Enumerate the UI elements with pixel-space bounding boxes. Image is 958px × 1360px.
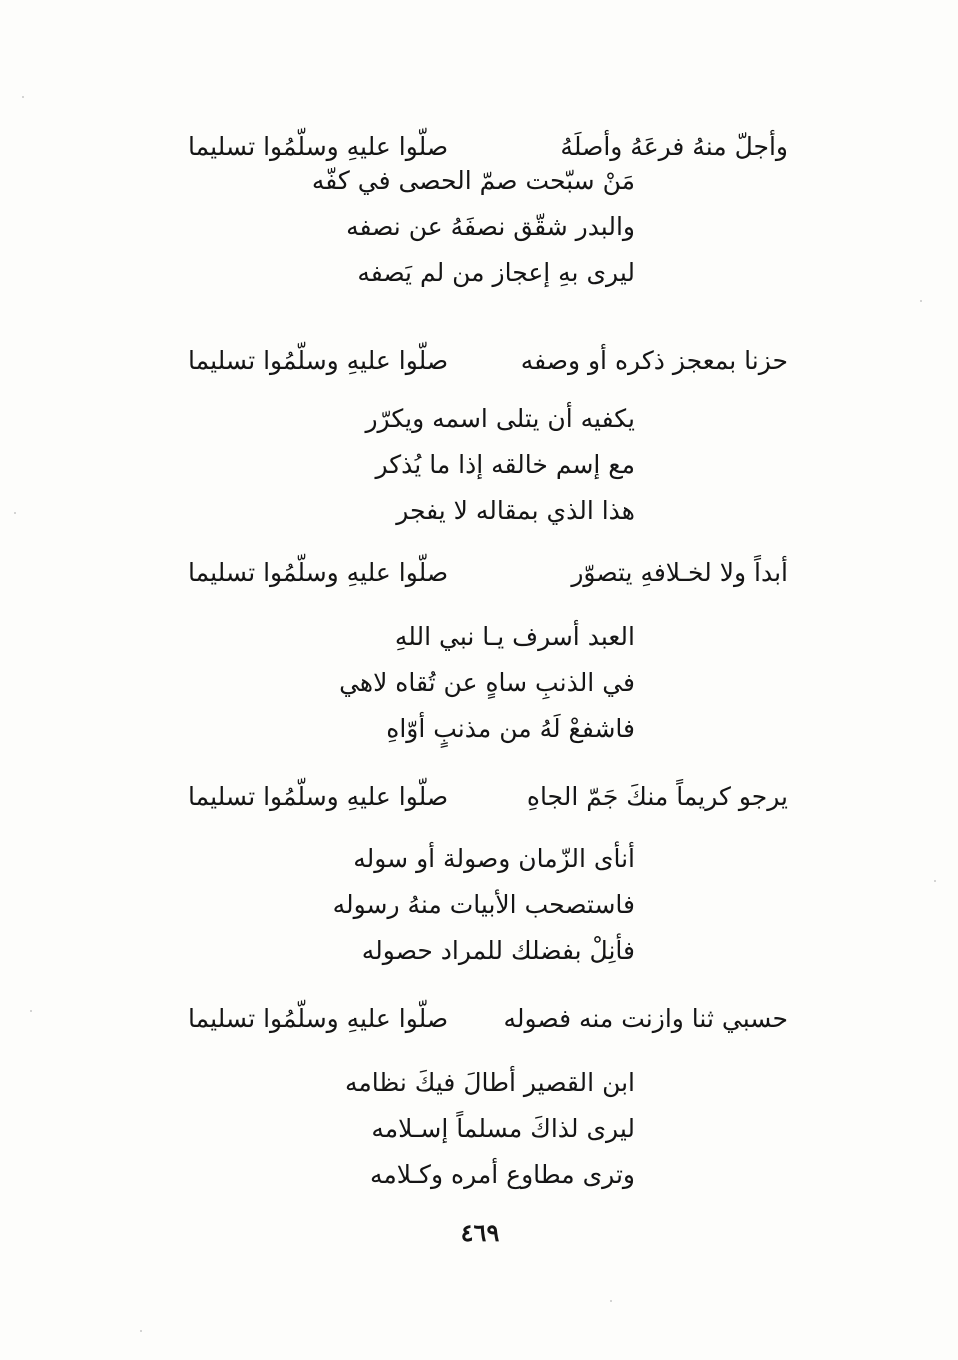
verse-line: فأنِلْ بفضلك للمراد حصوله: [361, 936, 635, 965]
verse-line: ليرى بهِ إعجاز من لم يَصفه: [357, 258, 635, 287]
verse-line: وترى مطاوع أمره وكـلامه: [370, 1160, 635, 1189]
refrain-first-hemistich: يرجو كريماً منكَ جَمّ الجاهِ: [526, 781, 788, 811]
verse-line: هذا الذي بمقاله لا يفجر: [396, 496, 635, 525]
verse-line: فاشفعْ لَهُ من مذنبٍ أوّاهِ: [386, 714, 635, 743]
page-number: ٤٦٩: [460, 1218, 500, 1247]
verse-line: يكفيه أن يتلى اسمه ويكرّر: [365, 404, 635, 433]
stanza: [332, 836, 635, 974]
paper-speck: [14, 512, 16, 514]
refrain-first-hemistich: أبداً ولا لخـلافهِ يتصوّر: [571, 557, 788, 587]
verse-line: ابن القصير أطالَ فيكَ نظامه: [344, 1068, 635, 1097]
paper-speck: [22, 96, 24, 98]
refrain-second-hemistich: صلّوا عليهِ وسلّمُوا تسليما: [188, 557, 449, 587]
refrain-line: [188, 774, 788, 818]
verse-line: مَنْ سبّحت صمّ الحصى في كفّه: [311, 166, 635, 195]
verse-line: في الذنبِ ساهٍ عن تُقاه لاهي: [339, 668, 635, 697]
refrain-first-hemistich: حزنا بمعجز ذكره أو وصفه: [520, 345, 788, 375]
refrain-second-hemistich: صلّوا عليهِ وسلّمُوا تسليما: [188, 781, 449, 811]
stanza: [335, 1060, 635, 1198]
refrain-first-hemistich: حسبي ثنا وازنت منه فصوله: [503, 1003, 788, 1033]
verse-line: مع إسم خالقه إذا ما يُذكر: [375, 450, 635, 479]
stanza: [335, 614, 635, 752]
verse-line: ليرى لذاكَ مسلماً إسـلامه: [371, 1114, 635, 1143]
paper-speck: [140, 1330, 142, 1332]
paper-speck: [610, 1300, 612, 1302]
refrain-line: [188, 550, 788, 594]
refrain-second-hemistich: صلّوا عليهِ وسلّمُوا تسليما: [188, 345, 449, 375]
refrain-first-hemistich: وأجلّ منهُ فرعَهُ وأصلَهُ: [560, 131, 788, 161]
verse-line: فاستصحب الأبيات منهُ رسوله: [332, 890, 635, 919]
stanza: [311, 158, 635, 296]
paper-speck: [934, 880, 936, 882]
verse-line: والبدر شقّق نصفَهُ عن نصفه: [346, 212, 635, 241]
refrain-line: [188, 996, 788, 1040]
refrain-second-hemistich: صلّوا عليهِ وسلّمُوا تسليما: [188, 131, 449, 161]
verse-line: أنأى الزّمان وصولة أو سوله: [353, 844, 635, 873]
refrain-line: [188, 338, 788, 382]
paper-speck: [920, 300, 922, 302]
verse-line: العبد أسرف يـا نبي اللهِ: [394, 622, 635, 651]
stanza: [335, 396, 635, 534]
refrain-second-hemistich: صلّوا عليهِ وسلّمُوا تسليما: [188, 1003, 449, 1033]
paper-speck: [30, 1010, 32, 1012]
